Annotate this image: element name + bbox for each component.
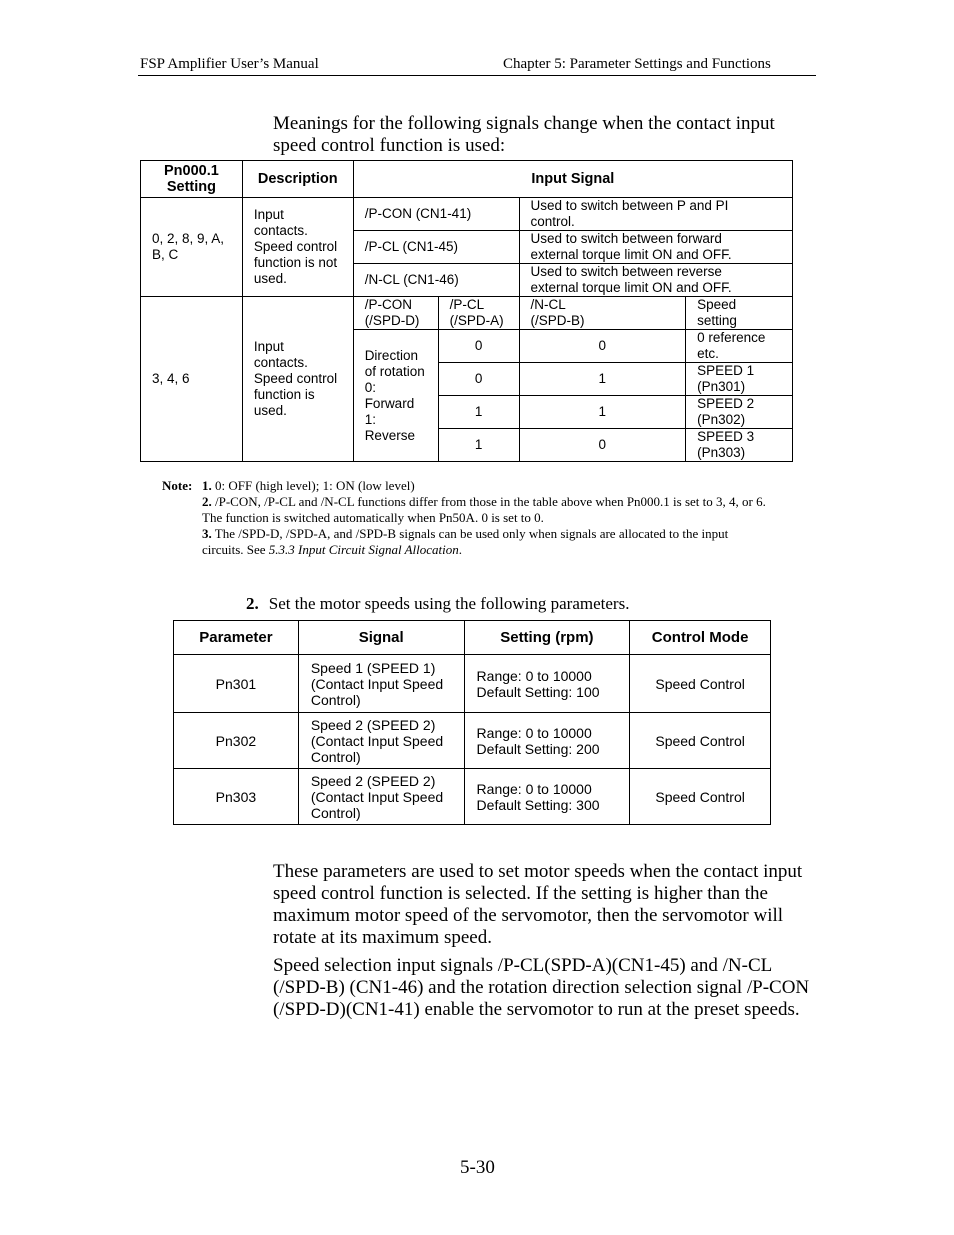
table-row — [141, 297, 793, 330]
header-control-mode: Control Mode — [630, 621, 771, 655]
note-3-reference: 5.3.3 Input Circuit Signal Allocation — [268, 542, 459, 557]
param-setting: Range: 0 to 10000 Default Setting: 200 — [464, 713, 630, 769]
speed-parameter-table — [173, 620, 771, 825]
table1-header-row — [141, 161, 793, 198]
param-signal: Speed 1 (SPEED 1) (Contact Input Speed Control) — [298, 655, 464, 713]
speed-setting-value: SPEED 1 (Pn301) — [686, 363, 793, 396]
header-input-signal: Input Signal — [353, 161, 792, 198]
header-divider — [138, 75, 816, 76]
param-signal: Speed 2 (SPEED 2) (Contact Input Speed Control) — [298, 769, 464, 825]
pcl-value: 0 — [438, 330, 519, 363]
ncl-value: 1 — [519, 396, 686, 429]
group1-setting: 0, 2, 8, 9, A, B, C — [141, 198, 243, 297]
speed-selection-paragraph: Speed selection input signals /P-CL(SPD-A)(CN1-45) and /N-CL (/SPD-B) (CN1-46) and the rotation direction selection signal /P-CON (/SPD-D)(CN1-41) enable the servomotor to run at the preset speeds. — [273, 955, 810, 1020]
ncl-value: 0 — [519, 330, 686, 363]
page-number: 5-30 — [460, 1157, 495, 1178]
pcl-value: 1 — [438, 396, 519, 429]
table-row — [174, 769, 771, 825]
param-number: Pn303 — [174, 769, 299, 825]
speed-setting-value: SPEED 3 (Pn303) — [686, 429, 793, 462]
group1-signal: /P-CON (CN1-41) — [353, 198, 519, 231]
note-3: 3. The /SPD-D, /SPD-A, and /SPD-B signals can be used only when signals are allocated to the input — [202, 526, 729, 541]
pcl-value: 1 — [438, 429, 519, 462]
param-setting: Range: 0 to 10000 Default Setting: 300 — [464, 769, 630, 825]
table-row — [174, 713, 771, 769]
pcl-value: 0 — [438, 363, 519, 396]
intro-paragraph: Meanings for the following signals change when the contact input speed control function is used: — [273, 113, 775, 156]
table2-header-row — [174, 621, 771, 655]
step-2-heading: 2. Set the motor speeds using the following parameters. — [246, 594, 630, 613]
group2-setting: 3, 4, 6 — [141, 297, 243, 462]
ncl-value: 0 — [519, 429, 686, 462]
header-chapter-title: Chapter 5: Parameter Settings and Functions — [503, 56, 771, 72]
header-description: Description — [242, 161, 353, 198]
speed-setting-value: SPEED 2 (Pn302) — [686, 396, 793, 429]
param-control-mode: Speed Control — [630, 655, 771, 713]
note-2: 2. /P-CON, /P-CL and /N-CL functions differ from those in the table above when Pn000.1 is set to 3, 4, or 6. — [202, 494, 766, 509]
param-control-mode: Speed Control — [630, 769, 771, 825]
subheader-pcl: /P-CL (/SPD-A) — [438, 297, 519, 330]
signal-meaning-table — [140, 160, 793, 462]
header-signal: Signal — [298, 621, 464, 655]
ncl-value: 1 — [519, 363, 686, 396]
note-label: Note: — [162, 478, 193, 493]
param-control-mode: Speed Control — [630, 713, 771, 769]
speed-parameter-paragraph: These parameters are used to set motor speeds when the contact input speed control function is selected. If the setting is higher than the maximum motor speed of the servomotor, then the servomotor will rotate at its maximum speed. — [273, 861, 803, 948]
group1-description: Input contacts. Speed control function is not used. — [242, 198, 353, 297]
subheader-pcon: /P-CON (/SPD-D) — [353, 297, 438, 330]
header-setting-rpm: Setting (rpm) — [464, 621, 630, 655]
group1-meaning: Used to switch between forward external torque limit ON and OFF. — [519, 231, 792, 264]
param-setting: Range: 0 to 10000 Default Setting: 100 — [464, 655, 630, 713]
subheader-ncl: /N-CL (/SPD-B) — [519, 297, 686, 330]
param-signal: Speed 2 (SPEED 2) (Contact Input Speed Control) — [298, 713, 464, 769]
param-number: Pn302 — [174, 713, 299, 769]
header-pn0001-setting: Pn000.1 Setting — [141, 161, 243, 198]
table-row — [141, 198, 793, 231]
speed-setting-value: 0 reference etc. — [686, 330, 793, 363]
group1-signal: /P-CL (CN1-45) — [353, 231, 519, 264]
subheader-speed-setting: Speed setting — [686, 297, 793, 330]
param-number: Pn301 — [174, 655, 299, 713]
group2-description: Input contacts. Speed control function is used. — [242, 297, 353, 462]
header-parameter: Parameter — [174, 621, 299, 655]
table-row — [174, 655, 771, 713]
note-1: 1. 0: OFF (high level); 1: ON (low level) — [202, 478, 415, 493]
header-manual-title: FSP Amplifier User’s Manual — [140, 56, 319, 72]
group1-signal: /N-CL (CN1-46) — [353, 264, 519, 297]
group1-meaning: Used to switch between P and PI control. — [519, 198, 792, 231]
direction-of-rotation: Direction of rotation 0: Forward 1: Reverse — [353, 330, 438, 462]
group1-meaning: Used to switch between reverse external torque limit ON and OFF. — [519, 264, 792, 297]
